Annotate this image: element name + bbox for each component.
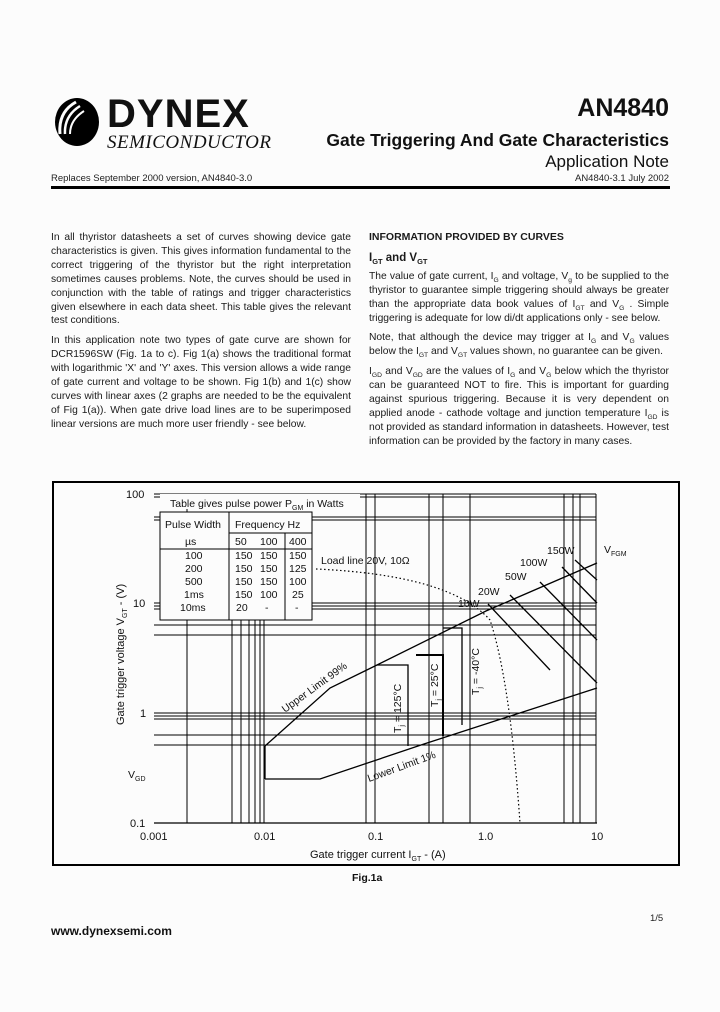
- tj-25-label: $T_j = 25^\circ C$: [429, 663, 443, 707]
- svg-text:10: 10: [133, 598, 146, 610]
- svg-text:100: 100: [126, 489, 145, 501]
- doc-type: Application Note: [545, 152, 669, 171]
- x-axis-label: Gate trigger current $I_{GT} - (A)$: [310, 849, 446, 863]
- tj-125-label: $T_j = 125^\circ C$: [392, 683, 406, 733]
- figure-caption: Fig.1a: [352, 872, 383, 884]
- svg-text:1: 1: [140, 708, 147, 720]
- version-note: AN4840-3.1 July 2002: [574, 173, 669, 184]
- intro-paragraph: In all thyristor datasheets a set of curves showing device gate characteristics is given. This gives information fundamental to the correct triggering of the thyristor but the right interpretation sometimes causes problems. Note, the curves should be used in conjunction with the table of ratings and trigger characteristics given elsewhere in each data sheet. This table gives the relevant test conditions.: [51, 232, 351, 327]
- upper-limit-label: Upper Limit 99%: [279, 660, 350, 716]
- svg-text:0.001: 0.001: [140, 831, 168, 843]
- svg-text:100: 100: [260, 536, 278, 548]
- x-tick-labels: [140, 831, 603, 843]
- svg-text:µs: µs: [185, 536, 197, 548]
- doc-number: AN4840: [577, 94, 669, 122]
- logo-subtitle: SEMICONDUCTOR: [107, 132, 272, 153]
- svg-text:10: 10: [591, 831, 604, 843]
- svg-text:100: 100: [185, 550, 203, 562]
- curve-types-paragraph: In this application note two types of gate curve are shown for DCR1596SW (Fig. 1a to c). Fig 1(a) shows the traditional format with logarithmic 'X' and 'Y' axes. This version allows a wide range of gate current and voltage to be shown. Fig 1(b) and 1(c) show curves with linear axes (2 graphs are needed to be the equivalent of Fig 1(a)). When gate drive load lines are to be superimposed linear versions are much more user friendly - see below.: [51, 335, 351, 430]
- svg-text:125: 125: [289, 563, 307, 575]
- replaces-note: Replaces September 2000 version, AN4840-3.0: [51, 173, 253, 184]
- load-line-label: Load line 20V, 10Ω: [321, 555, 410, 567]
- tj-m40-label: $T_j = -40^\circ C$: [470, 648, 484, 695]
- label-50w: 50W: [505, 571, 527, 583]
- igd-vgd-paragraph: $I_{GD}$ and $V_{GD}$ are the values of $I_G$ and $V_G$ below which the thyristor can be guaranteed NOT to fire. This is important for guarding against spurious triggering. Because it is very dependent on applied anode - cathode voltage and junction temperature $I_{GD}$ is not provided as standard information in datasheets. However, test information can be provided by the factory in many cases.: [369, 366, 669, 447]
- svg-text:150: 150: [235, 563, 253, 575]
- label-20w: 20W: [478, 586, 500, 598]
- table-caption: Table gives pulse power $P_{GM}$ in Watts: [170, 498, 344, 512]
- gate-current-paragraph: The value of gate current, $I_G$ and voltage, $V_g$ to be supplied to the thyristor to guarantee simple triggering should always be greater than the appropriate data book values of $I_{GT}$ and $V_G$ . Simple triggering is adequate for low di/dt applications only - see below.: [369, 270, 669, 324]
- svg-text:150: 150: [260, 576, 278, 588]
- svg-text:200: 200: [185, 563, 203, 575]
- svg-text:1ms: 1ms: [184, 589, 204, 601]
- svg-text:0.01: 0.01: [254, 831, 276, 843]
- svg-text:20: 20: [236, 602, 248, 614]
- svg-text:0.1: 0.1: [130, 818, 146, 830]
- svg-text:150: 150: [235, 550, 253, 562]
- svg-text:Pulse Width: Pulse Width: [165, 519, 222, 531]
- svg-text:-: -: [295, 602, 299, 614]
- svg-text:Frequency Hz: Frequency Hz: [235, 519, 301, 531]
- svg-text:100: 100: [260, 589, 278, 601]
- svg-text:25: 25: [292, 589, 304, 601]
- svg-text:500: 500: [185, 576, 203, 588]
- label-100w: 100W: [520, 557, 548, 569]
- svg-text:150: 150: [289, 550, 307, 562]
- vgd-label: $V_{GD}$: [128, 769, 146, 783]
- svg-text:-: -: [265, 602, 269, 614]
- load-line: [316, 569, 520, 823]
- vfgm-label: $V_{FGM}$: [604, 544, 627, 558]
- svg-text:10ms: 10ms: [180, 602, 206, 614]
- svg-text:150: 150: [260, 550, 278, 562]
- label-150w: 150W: [547, 545, 575, 557]
- website-link[interactable]: www.dynexsemi.com: [51, 924, 172, 938]
- svg-text:50: 50: [235, 536, 247, 548]
- svg-text:0.1: 0.1: [368, 831, 384, 843]
- page-number: 1/5: [650, 913, 664, 924]
- svg-text:400: 400: [289, 536, 307, 548]
- svg-text:150: 150: [235, 589, 253, 601]
- lower-limit-label: Lower Limit 1%: [365, 748, 438, 785]
- no-guarantee-paragraph: Note, that although the device may trigger at $I_G$ and $V_G$ values below the $I_{GT}$ and $V_{GT}$ values shown, no guarantee can be given.: [369, 332, 669, 360]
- svg-text:100: 100: [289, 576, 307, 588]
- svg-text:1.0: 1.0: [478, 831, 494, 843]
- section-heading: INFORMATION PROVIDED BY CURVES: [369, 231, 564, 243]
- label-10w: 10W: [458, 598, 480, 610]
- doc-title: Gate Triggering And Gate Characteristics: [326, 130, 669, 150]
- y-axis-label: Gate trigger voltage $V_{GT} - (V)$: [115, 583, 129, 725]
- logo-wordmark: DYNEX: [107, 92, 250, 136]
- igt-vgt-subheading: $I_{GT}$ and $V_{GT}$: [369, 251, 428, 266]
- svg-text:150: 150: [260, 563, 278, 575]
- svg-text:150: 150: [235, 576, 253, 588]
